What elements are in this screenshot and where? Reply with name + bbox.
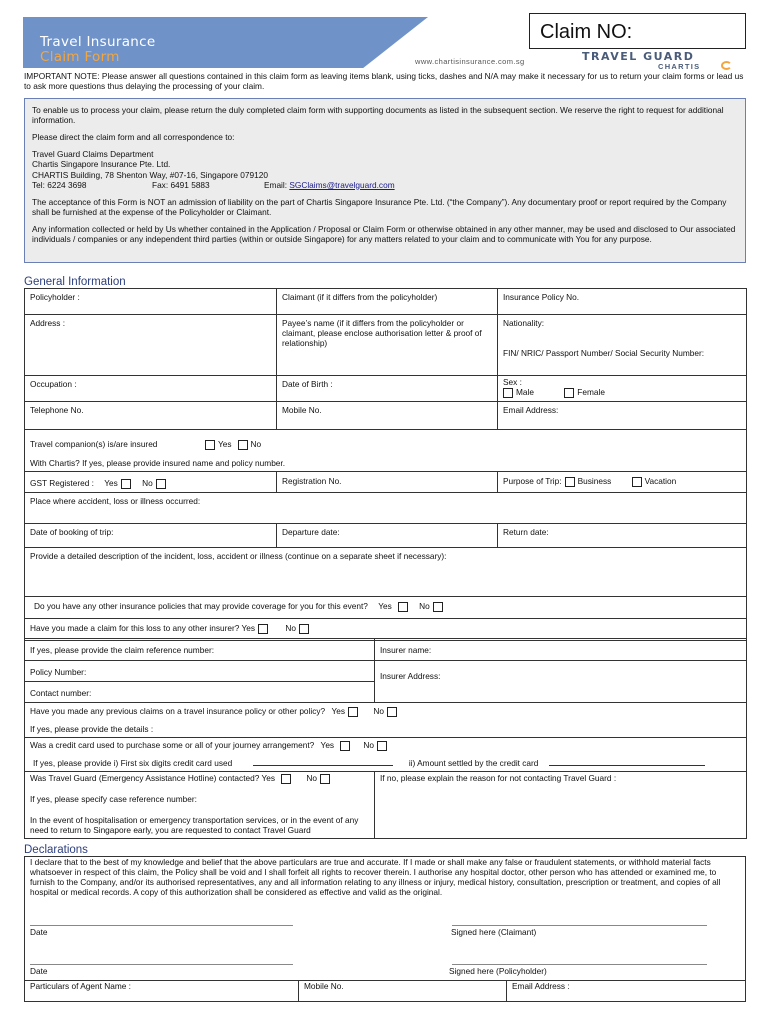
- important-note: IMPORTANT NOTE: Please answer all questions contained in this claim form as leaving items blank, using ticks, dashes and N/A may make it necessary for us to return your claim forms or lead us to ask more questions thus delaying the processing of your claim.: [24, 71, 744, 92]
- tel: Tel: 6224 3698: [32, 179, 87, 190]
- vacation-checkbox[interactable]: [632, 477, 642, 487]
- amount-settled-input[interactable]: [549, 758, 705, 766]
- previous-claims-label: Have you made any previous claims on a travel insurance policy or other policy?: [30, 706, 326, 716]
- male-label: Male: [516, 387, 534, 398]
- address-line: Travel Guard Claims Department: [32, 149, 154, 160]
- policyholder-signature-line[interactable]: [452, 964, 707, 965]
- previous-claims-table: [24, 702, 747, 839]
- registration-field[interactable]: Registration No.: [277, 472, 498, 493]
- gst-yes-label: Yes: [104, 478, 118, 488]
- yes-label: Yes: [241, 622, 256, 633]
- sex-label: Sex :: [503, 377, 522, 387]
- nationality-label: Nationality:: [503, 318, 545, 328]
- agent-row: [24, 980, 746, 1002]
- made-claim-row: [25, 618, 747, 640]
- female-checkbox[interactable]: [564, 388, 574, 398]
- info-paragraph: To enable us to process your claim, please return the duly completed claim form with supporting documents as listed in the subsequent section. We reserve the right to request for additional information.: [32, 105, 724, 126]
- first-six-input[interactable]: [253, 758, 393, 766]
- info-paragraph: Any information collected or held by Us whether contained in the Application / Proposal or Claim Form or otherwise obtained in any other manner, may be used and disclosed to Our associated individuals / companies or any independent third parties (within or outside Singapore) for any matters related to your claim and to communicate with You for any purpose.: [32, 223, 736, 245]
- telephone-field[interactable]: Telephone No.: [25, 402, 277, 430]
- occupation-field[interactable]: Occupation :: [25, 376, 277, 402]
- claimant-signature-label: Signed here (Claimant): [451, 927, 537, 937]
- description-field[interactable]: Provide a detailed description of the incident, loss, accident or illness (continue on a separate sheet if necessary):: [25, 547, 747, 596]
- no-label: No: [250, 439, 262, 449]
- vacation-label: Vacation: [644, 476, 677, 486]
- policyholder-signature-label: Signed here (Policyholder): [449, 966, 547, 976]
- companion-label: Travel companion(s) is/are insured: [30, 439, 158, 449]
- form-title: Travel Insurance: [40, 34, 156, 50]
- purpose-label: Purpose of Trip:: [503, 476, 562, 486]
- no-label: No: [373, 706, 384, 716]
- other-policies-no-checkbox[interactable]: [433, 602, 443, 612]
- instructions-box: [24, 98, 746, 263]
- credit-card-label: Was a credit card used to purchase some or all of your journey arrangement?: [30, 739, 315, 750]
- companion-yes-checkbox[interactable]: [205, 440, 215, 450]
- no-label: No: [285, 622, 296, 633]
- case-ref-label: If yes, please specify case reference number:: [30, 793, 197, 804]
- claimant-signature-line[interactable]: [452, 925, 707, 926]
- dob-field[interactable]: Date of Birth :: [277, 376, 498, 402]
- agent-mobile-field[interactable]: Mobile No.: [304, 981, 344, 991]
- gst-field: [25, 472, 277, 493]
- if-no-explain-field[interactable]: If no, please explain the reason for not contacting Travel Guard :: [375, 771, 747, 838]
- address-line: Chartis Singapore Insurance Pte. Ltd.: [32, 159, 171, 170]
- return-date-field[interactable]: Return date:: [498, 523, 747, 547]
- date2-signature-line[interactable]: [30, 964, 293, 965]
- declarations-heading: Declarations: [24, 844, 88, 856]
- with-chartis-label: With Chartis? If yes, please provide insured name and policy number.: [30, 457, 286, 468]
- made-claim-no-checkbox[interactable]: [299, 624, 309, 634]
- made-claim-yes-checkbox[interactable]: [258, 624, 268, 634]
- previous-claims-row: [25, 703, 747, 738]
- companion-no-checkbox[interactable]: [238, 440, 248, 450]
- claimant-field[interactable]: Claimant (if it differs from the policyholder): [277, 289, 498, 315]
- info-paragraph: The acceptance of this Form is NOT an admission of liability on the part of Chartis Singapore Insurance Pte. Ltd. (“the Company”). Any documentary proof or report required by the Company shall be furnished at the expense of the Policyholder or Claimant.: [32, 196, 727, 217]
- contact-line: [32, 180, 738, 190]
- companion-row: [25, 430, 747, 472]
- details-label: If yes, please provide the details :: [30, 723, 154, 734]
- policy-number-field[interactable]: Policy Number:: [25, 661, 375, 682]
- yes-label: Yes: [320, 739, 335, 750]
- gst-yes-checkbox[interactable]: [121, 479, 131, 489]
- agent-email-field[interactable]: Email Address :: [512, 981, 570, 991]
- no-label: No: [419, 600, 430, 611]
- claim-ref-field[interactable]: If yes, please provide the claim reference number:: [25, 639, 375, 661]
- travel-guard-logo: TRAVEL GUARD: [582, 50, 695, 63]
- yes-label: Yes: [331, 706, 346, 716]
- insurer-name-field[interactable]: Insurer name:: [375, 639, 747, 661]
- address-line: CHARTIS Building, 78 Shenton Way, #07-16, Singapore 079120: [32, 169, 268, 180]
- email-label: Email:: [264, 179, 290, 190]
- previous-claims-yes-checkbox[interactable]: [348, 707, 358, 717]
- female-label: Female: [577, 387, 605, 398]
- credit-card-row: [25, 737, 747, 771]
- yes-label: Yes: [378, 600, 392, 611]
- yes-label: Yes: [261, 772, 276, 783]
- form-subtitle: Claim Form: [40, 49, 120, 65]
- nationality-field[interactable]: [498, 315, 747, 376]
- policyholder-field[interactable]: Policyholder :: [25, 289, 277, 315]
- business-label: Business: [577, 476, 612, 486]
- agent-divider: [506, 980, 507, 1002]
- contacted-label: Was Travel Guard (Emergency Assistance Hotline) contacted?: [30, 772, 260, 783]
- gst-no-label: No: [142, 478, 153, 488]
- place-field[interactable]: Place where accident, loss or illness occurred:: [25, 492, 747, 523]
- declaration-text: I declare that to the best of my knowledge and belief that the above particulars are true and accurate. If I made or shall make any false or fraudulent statements, or withhold material facts whatsoever in respect of this claim, the Policy shall be void and I shall forfeit all rights to recover therein. I authorise any hospital doctor, other person who has attended or examined me, to furnish to the Company, and/or its authorised representatives, any and all information relating to any illness or injury, medical history, consultation, prescription or treatment, and copies of all hospital or medical records. A copy of this authorization shall be considered as effective and valid as the original.: [30, 857, 721, 898]
- contacted-no-checkbox[interactable]: [320, 774, 330, 784]
- yes-label: Yes: [218, 439, 232, 449]
- contact-number-field[interactable]: Contact number:: [25, 682, 375, 703]
- contacted-field: [25, 771, 375, 838]
- amount-settled-label: ii) Amount settled by the credit card: [408, 757, 539, 768]
- made-claim-label: Have you made a claim for this loss to any other insurer?: [30, 622, 240, 633]
- insurer-address-field[interactable]: Insurer Address:: [375, 661, 747, 703]
- chartis-mark-icon: [721, 61, 732, 70]
- credit-card-no-checkbox[interactable]: [377, 741, 387, 751]
- policy-no-field[interactable]: Insurance Policy No.: [498, 289, 747, 315]
- claim-no-field[interactable]: Claim NO:: [529, 13, 746, 49]
- address-field[interactable]: Address :: [25, 315, 277, 376]
- date1-label: Date: [30, 927, 48, 937]
- no-label: No: [363, 739, 375, 750]
- info-paragraph: Please direct the claim form and all correspondence to:: [32, 132, 235, 143]
- other-insurer-table: [24, 638, 747, 703]
- departure-date-field[interactable]: Departure date:: [277, 523, 498, 547]
- fax: Fax: 6491 5883: [152, 179, 210, 190]
- gst-no-checkbox[interactable]: [156, 479, 166, 489]
- agent-name-field[interactable]: Particulars of Agent Name :: [30, 981, 131, 991]
- date2-label: Date: [30, 966, 48, 976]
- male-checkbox[interactable]: [503, 388, 513, 398]
- hospitalisation-note: In the event of hospitalisation or emergency transportation services, or in the event of any need to return to Singapore early, you are requested to contact Travel Guard: [30, 814, 359, 835]
- date1-signature-line[interactable]: [30, 925, 293, 926]
- fin-label: FIN/ NRIC/ Passport Number/ Social Security Number:: [503, 348, 705, 359]
- chartis-logo: CHARTIS: [658, 62, 701, 71]
- purpose-field: [498, 472, 747, 493]
- mobile-field[interactable]: Mobile No.: [277, 402, 498, 430]
- business-checkbox[interactable]: [565, 477, 575, 487]
- previous-claims-no-checkbox[interactable]: [387, 707, 397, 717]
- gst-label: GST Registered :: [30, 478, 94, 488]
- first-six-label: If yes, please provide i) First six digits credit card used: [33, 757, 233, 768]
- no-label: No: [306, 772, 317, 783]
- email-link[interactable]: SGClaims@travelguard.com: [289, 179, 395, 190]
- booking-date-field[interactable]: Date of booking of trip:: [25, 523, 277, 547]
- payee-field[interactable]: Payee’s name (if it differs from the policyholder or claimant, please enclose authorisation letter & proof of relationship): [277, 315, 498, 376]
- email-field[interactable]: Email Address:: [498, 402, 747, 430]
- other-policies-row: [25, 596, 747, 618]
- website-link: www.chartisinsurance.com.sg: [415, 57, 525, 66]
- sex-field: [498, 376, 747, 402]
- other-policies-label: Do you have any other insurance policies that may provide coverage for you for this event?: [34, 600, 368, 611]
- credit-card-yes-checkbox[interactable]: [340, 741, 350, 751]
- general-info-heading: General Information: [24, 276, 126, 288]
- contacted-yes-checkbox[interactable]: [281, 774, 291, 784]
- agent-divider: [298, 980, 299, 1002]
- other-policies-yes-checkbox[interactable]: [398, 602, 408, 612]
- general-info-table: [24, 288, 747, 641]
